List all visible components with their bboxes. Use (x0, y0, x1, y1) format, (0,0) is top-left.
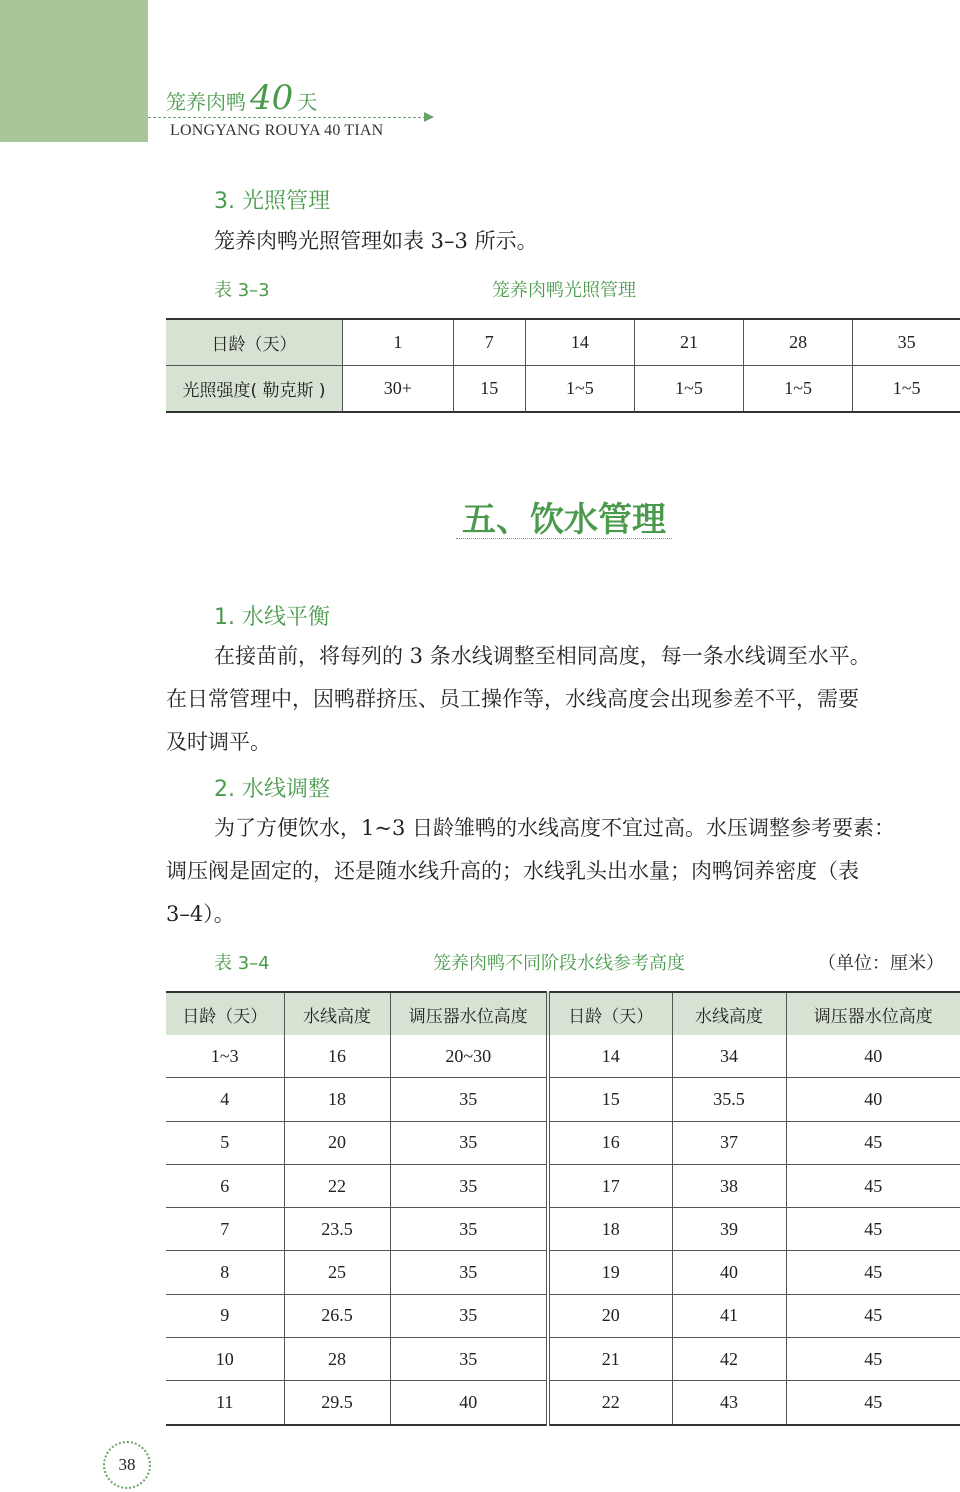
table-3-4-caption (0, 949, 960, 975)
subsection-heading-lighting: 3. 光照管理 (214, 189, 330, 214)
table-cell: 9 (166, 1294, 284, 1337)
table-cell: 28 (284, 1338, 390, 1381)
table-cell: 45 (786, 1294, 960, 1337)
table-cell: 1~5 (525, 366, 634, 413)
table-cell: 1 (343, 319, 454, 366)
paragraph-line: 在接苗前，将每列的 3 条水线调整至相同高度，每一条水线调至水平。 (214, 644, 871, 668)
table-cell: 28 (744, 319, 853, 366)
table-cell: 35 (390, 1078, 548, 1121)
table-row (166, 1078, 960, 1121)
table-3-4-label: 表 3–4 (214, 953, 270, 974)
table-cell: 26.5 (284, 1294, 390, 1337)
table-cell: 42 (672, 1338, 786, 1381)
section-title: 五、饮水管理 (462, 500, 666, 540)
table-cell: 21 (548, 1338, 672, 1381)
table-3-3-caption (0, 276, 960, 302)
table-cell: 35 (390, 1294, 548, 1337)
table-cell: 14 (525, 319, 634, 366)
table-row (166, 366, 960, 413)
table-cell: 35 (390, 1251, 548, 1294)
table-cell: 35 (390, 1208, 548, 1251)
lighting-intro-text: 笼养肉鸭光照管理如表 3–3 所示。 (214, 229, 538, 253)
column-header: 日龄（天） (166, 992, 284, 1035)
table-cell: 35 (390, 1121, 548, 1164)
table-cell: 39 (672, 1208, 786, 1251)
table-cell: 6 (166, 1164, 284, 1207)
table-cell: 10 (166, 1338, 284, 1381)
table-cell: 20 (284, 1121, 390, 1164)
table-cell: 光照强度( 勒克斯 ) (166, 366, 343, 413)
table-cell: 4 (166, 1078, 284, 1121)
paragraph-line: 调压阀是固定的，还是随水线升高的；水线乳头出水量；肉鸭饲养密度（表 (166, 859, 859, 883)
paragraph-line: 在日常管理中，因鸭群挤压、员工操作等，水线高度会出现参差不平，需要 (166, 687, 859, 711)
table-cell: 18 (284, 1078, 390, 1121)
table-cell: 15 (548, 1078, 672, 1121)
table-cell: 45 (786, 1164, 960, 1207)
table-cell: 1~5 (853, 366, 960, 413)
table-cell: 1~5 (634, 366, 743, 413)
header-arrow-icon (424, 112, 434, 122)
table-cell: 25 (284, 1251, 390, 1294)
table-cell: 40 (786, 1078, 960, 1121)
header-color-block (0, 0, 148, 142)
column-header: 水线高度 (284, 992, 390, 1035)
column-header: 调压器水位高度 (786, 992, 960, 1035)
table-header-row (166, 992, 960, 1035)
column-header: 日龄（天） (548, 992, 672, 1035)
table-cell: 19 (548, 1251, 672, 1294)
waterline-height-table (166, 991, 960, 1426)
table-cell: 17 (548, 1164, 672, 1207)
table-cell: 22 (548, 1381, 672, 1425)
header-title-suffix: 天 (297, 90, 318, 114)
table-cell: 1~5 (744, 366, 853, 413)
table-cell: 5 (166, 1121, 284, 1164)
table-3-4-unit: （单位：厘米） (818, 953, 944, 974)
table-cell: 22 (284, 1164, 390, 1207)
table-cell: 14 (548, 1035, 672, 1078)
lighting-table (166, 318, 960, 413)
page-number: 38 (103, 1441, 151, 1489)
table-cell: 23.5 (284, 1208, 390, 1251)
paragraph-line: 及时调平。 (166, 730, 271, 754)
paragraph-line: 为了方便饮水，1~3 日龄雏鸭的水线高度不宜过高。水压调整参考要素： (214, 816, 895, 840)
table-cell: 21 (634, 319, 743, 366)
header-title-number: 40 (250, 78, 294, 118)
table-row (166, 319, 960, 366)
table-cell: 7 (453, 319, 525, 366)
table-cell: 40 (672, 1251, 786, 1294)
table-row (166, 1208, 960, 1251)
table-cell: 7 (166, 1208, 284, 1251)
subsection-heading-waterline-adjust: 2. 水线调整 (214, 777, 330, 802)
table-cell: 38 (672, 1164, 786, 1207)
table-cell: 40 (390, 1381, 548, 1425)
table-cell: 45 (786, 1381, 960, 1425)
table-cell: 29.5 (284, 1381, 390, 1425)
table-cell: 11 (216, 1392, 234, 1413)
table-cell: 45 (786, 1338, 960, 1381)
table-row (166, 1338, 960, 1381)
header-rule (148, 117, 426, 118)
column-header: 水线高度 (672, 992, 786, 1035)
subsection-heading-waterline-balance: 1. 水线平衡 (214, 605, 330, 630)
paragraph-line: 3–4）。 (166, 902, 235, 926)
table-cell: 40 (786, 1035, 960, 1078)
table-cell: 30+ (343, 366, 454, 413)
table-cell: 45 (786, 1121, 960, 1164)
table-cell: 34 (672, 1035, 786, 1078)
section-title-underline (456, 538, 672, 539)
table-cell: 18 (548, 1208, 672, 1251)
table-cell: 20 (548, 1294, 672, 1337)
table-row (166, 1121, 960, 1164)
table-3-3-label: 表 3–3 (214, 280, 270, 301)
table-cell: 日龄（天） (166, 319, 343, 366)
table-cell: 1~3 (166, 1035, 284, 1078)
table-cell: 43 (672, 1381, 786, 1425)
column-header: 调压器水位高度 (390, 992, 548, 1035)
table-cell: 20~30 (390, 1035, 548, 1078)
running-header-title (166, 78, 317, 118)
table-cell: 41 (672, 1294, 786, 1337)
table-row (166, 1294, 960, 1337)
table-cell: 35 (853, 319, 960, 366)
table-row (166, 1164, 960, 1207)
table-cell: 45 (786, 1251, 960, 1294)
table-cell: 8 (166, 1251, 284, 1294)
table-row (166, 1035, 960, 1078)
header-title-prefix: 笼养肉鸭 (166, 90, 246, 114)
table-row (166, 1251, 960, 1294)
table-cell: 16 (284, 1035, 390, 1078)
table-row (166, 1381, 960, 1425)
table-cell: 35 (390, 1164, 548, 1207)
table-cell: 16 (548, 1121, 672, 1164)
table-cell: 37 (672, 1121, 786, 1164)
table-cell: 35.5 (672, 1078, 786, 1121)
table-3-3-title: 笼养肉鸭光照管理 (492, 280, 636, 301)
table-cell: 15 (453, 366, 525, 413)
table-cell: 45 (786, 1208, 960, 1251)
table-3-4-title: 笼养肉鸭不同阶段水线参考高度 (433, 953, 685, 974)
running-header-subtitle: LONGYANG ROUYA 40 TIAN (170, 122, 384, 139)
table-cell: 35 (390, 1338, 548, 1381)
